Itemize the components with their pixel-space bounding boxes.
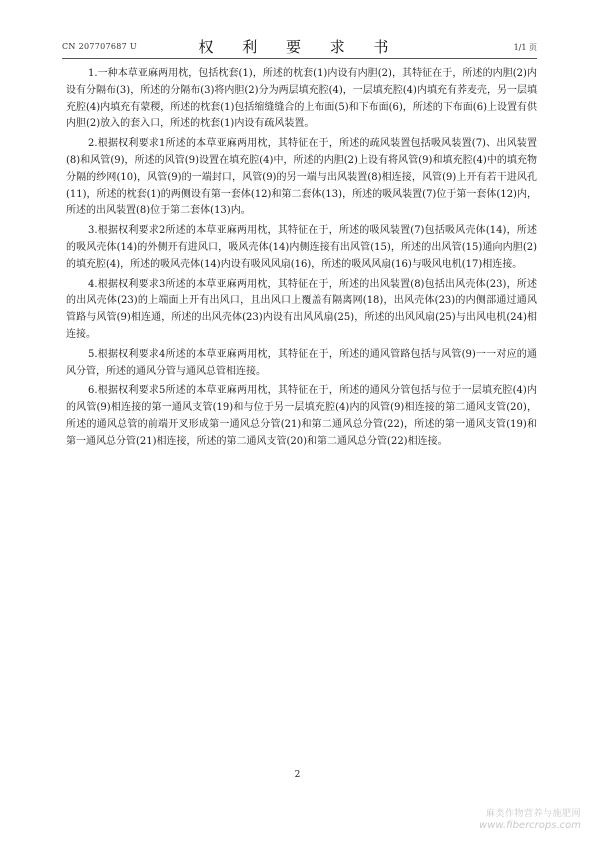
page-header xyxy=(62,36,537,58)
claim-1: 1.一种本草亚麻两用枕，包括枕套(1)，所述的枕套(1)内设有内胆(2)，其特征在于，所述的内胆(2)内设有分隔布(3)，所述的分隔布(3)将内胆(2)分为两层填充腔(4)，一层填充腔(4)内填充有荞麦壳，另一层填充腔(4)内填充有蒙稷，所述的枕套(1)包括缩缝缝合的上布面(5)和下布面(6)，所述的下布面(6)上设置有供内胆(2)放入的套入口，所述的枕套(1)内设有疏风装置。 xyxy=(66,68,537,130)
publication-number: CN 207707687 U xyxy=(62,42,137,51)
claim-4: 4.根据权利要求3所述的本草亚麻两用枕，其特征在于，所述的出风装置(8)包括出风壳体(23)，所述的出风壳体(23)的上端面上开有出风口，且出风口上覆盖有隔离网(18)，出风壳体(23)的内侧部通过通风管路与风管(9)相连通，所述的出风壳体(23)内设有出风风扇(25)，所述的出风风扇(25)与出风电机(24)相连接。 xyxy=(66,278,537,340)
claims-body xyxy=(66,66,537,454)
claim-2: 2.根据权利要求1所述的本草亚麻两用枕，其特征在于，所述的疏风装置包括吸风装置(7)、出风装置(8)和风管(9)，所述的风管(9)设置在填充腔(4)中，所述的内胆(2)上设有将风管(9)和填充腔(4)中的填充物分隔的纱网(10)，风管(9)的一端封口，风管(9)的另一端与出风装置(8)相连接，风管(9)上开有若干进风孔(11)，所述的枕套(1)的两侧设有第一套体(12)和第二套体(13)，所述的吸风装置(7)位于第一套体(12)内，所述的出风装置(8)位于第二套体(13)内。 xyxy=(66,138,537,217)
claim-5: 5.根据权利要求4所述的本草亚麻两用枕，其特征在于，所述的通风管路包括与风管(9)一一对应的通风分管，所述的通风分管与通风总管相连接。 xyxy=(66,348,537,377)
watermark-url: www.fibercrops.com xyxy=(479,820,581,831)
page-number: 2 xyxy=(294,770,301,780)
site-watermark xyxy=(479,808,581,832)
document-title: 权 利 要 求 书 xyxy=(198,38,401,56)
claim-3: 3.根据权利要求2所述的本草亚麻两用枕，其特征在于，所述的吸风装置(7)包括吸风壳体(14)，所述的吸风壳体(14)的外侧开有进风口，吸风壳体(14)内侧连接有出风管(15)，所述的出风管(15)通向内胆(2)的填充腔(4)，所述的吸风壳体(14)内设有吸风风扇(16)，所述的吸风风扇(16)与吸风电机(17)相连接。 xyxy=(66,225,537,270)
header-divider xyxy=(62,58,537,59)
claim-6: 6.根据权利要求5所述的本草亚麻两用枕，其特征在于，所述的通风分管包括与位于一层填充腔(4)内的风管(9)相连接的第一通风支管(19)和与位于另一层填充腔(4)内的风管(9)相连接的第二通风支管(20)，所述的通风总管的前端开叉形成第一通风总分管(21)和第二通风总分管(22)，所述的第一通风支管(19)和第一通风总分管(21)相连接，所述的第二通风支管(20)和第二通风总分管(22)相连接。 xyxy=(66,385,537,447)
watermark-chinese: 麻类作物营养与施肥网 xyxy=(485,809,581,819)
page-count: 1/1 页 xyxy=(513,43,537,52)
